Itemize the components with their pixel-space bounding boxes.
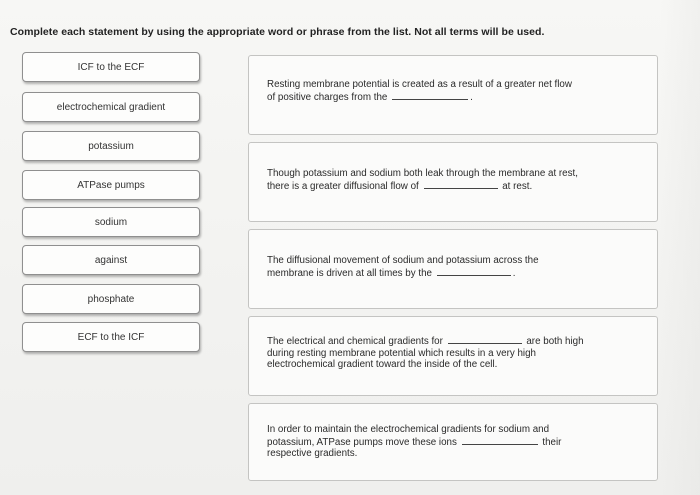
statement-fragment: at rest. (502, 180, 533, 192)
statement-line: In order to maintain the electrochemical gradients for sodium and (267, 424, 550, 435)
term-label: potassium (88, 140, 134, 152)
statement-line: during resting membrane potential which results in a very high (267, 347, 537, 359)
statement-text (267, 168, 637, 192)
statement-box (248, 142, 658, 222)
statement-text (267, 335, 637, 371)
answer-blank[interactable] (462, 436, 538, 445)
statement-fragment: . (512, 267, 516, 279)
term-label: against (94, 254, 128, 266)
statement-fragment: there is a greater diffusional flow of (267, 180, 419, 192)
answer-blank[interactable] (424, 180, 498, 189)
statement-text (267, 79, 637, 103)
statement-fragment: . (470, 91, 473, 103)
term-card[interactable] (22, 170, 200, 200)
statement-line: The diffusional movement of sodium and potassium across the (267, 255, 539, 266)
term-card[interactable] (22, 207, 200, 237)
term-card[interactable] (22, 92, 200, 122)
statement-line (267, 436, 637, 449)
statement-fragment: their (542, 436, 562, 448)
edge-shading (660, 0, 700, 495)
term-label: phosphate (87, 293, 135, 305)
statement-line: Resting membrane potential is created as a result of a greater net flow (267, 79, 572, 90)
statement-fragment: of positive charges from the (267, 91, 388, 103)
term-card[interactable] (22, 52, 200, 82)
statement-box (248, 229, 658, 309)
answer-blank[interactable] (437, 267, 511, 276)
statement-line (267, 335, 637, 348)
statement-line: respective gradients. (267, 448, 358, 459)
statement-box (248, 403, 658, 481)
statement-line: electrochemical gradient toward the inside of the cell. (267, 359, 498, 370)
term-card[interactable] (22, 131, 200, 161)
instruction-text: Complete each statement by using the appropriate word or phrase from the list. Not all terms will be used. (10, 26, 545, 38)
term-label: ECF to the ICF (77, 331, 145, 343)
statement-fragment: The electrical and chemical gradients for (267, 336, 443, 347)
statement-fragment: membrane is driven at all times by the (267, 267, 432, 279)
statement-fragment: potassium, ATPase pumps move these ions (267, 436, 457, 448)
statement-box (248, 55, 658, 135)
term-card[interactable] (22, 245, 200, 275)
statement-text (267, 255, 637, 279)
term-label: ATPase pumps (77, 179, 145, 191)
statement-line (267, 91, 637, 104)
statement-line: Though potassium and sodium both leak through the membrane at rest, (267, 168, 578, 179)
term-label: ICF to the ECF (77, 61, 145, 73)
answer-blank[interactable] (448, 335, 522, 344)
statement-line (267, 180, 637, 193)
term-label: sodium (94, 216, 128, 228)
statement-line (267, 267, 637, 280)
answer-blank[interactable] (392, 91, 468, 100)
term-card[interactable] (22, 322, 200, 352)
statement-fragment: are both high (526, 336, 584, 347)
term-label: electrochemical gradient (56, 101, 166, 113)
term-card[interactable] (22, 284, 200, 314)
statement-box (248, 316, 658, 396)
statement-text (267, 424, 637, 460)
